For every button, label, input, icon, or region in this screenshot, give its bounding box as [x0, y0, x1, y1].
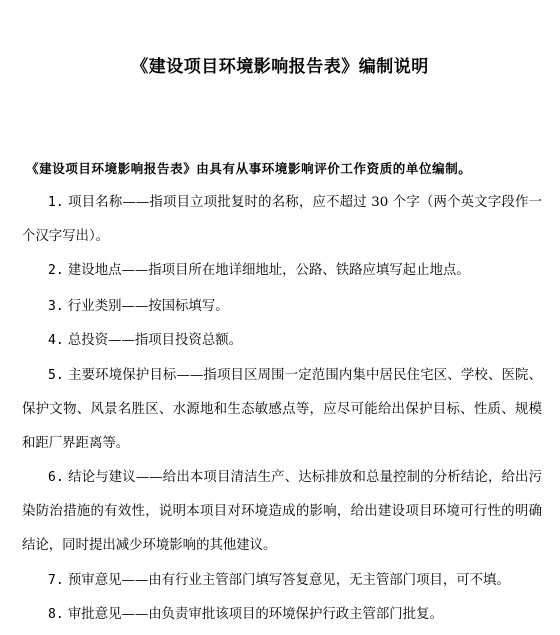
item-number: 7. [48, 573, 64, 588]
instruction-item-8 [22, 598, 542, 632]
item-text: 审批意见——由负责审批该项目的环境保护行政主管部门批复。 [67, 607, 443, 622]
instruction-item-2 [22, 254, 542, 288]
instruction-item-6 [22, 461, 542, 563]
item-text: 结论与建议——给出本项目清洁生产、达标排放和总量控制的分析结论，给出污染防治措施的有效性，说明本项目对环境造成的影响，给出建设项目环境可行性的明确结论，同时提出减少环境影响的其他建议。 [22, 470, 542, 553]
intro-paragraph: 《建设项目环境影响报告表》由具有从事环境影响评价工作资质的单位编制。 [26, 161, 472, 176]
item-text: 项目名称——指项目立项批复时的名称，应不超过 30 个字（两个英文字段作一个汉字写出）。 [22, 195, 542, 244]
instruction-item-4 [22, 324, 542, 358]
item-number: 3. [48, 299, 64, 314]
item-number: 8. [48, 607, 64, 622]
item-text: 主要环境保护目标——指项目区周围一定范围内集中居民住宅区、学校、医院、保护文物、风景名胜区、水源地和生态敏感点等，应尽可能给出保护目标、性质、规模和距厂界距离等。 [22, 368, 542, 451]
document-title: 《建设项目环境影响报告表》编制说明 [131, 57, 429, 77]
item-text: 行业类别——按国标填写。 [67, 299, 229, 314]
item-number: 4. [48, 333, 64, 348]
item-text: 预审意见——由有行业主管部门填写答复意见，无主管部门项目，可不填。 [67, 573, 510, 588]
item-number: 5. [48, 368, 64, 383]
instruction-item-3 [22, 290, 542, 324]
item-number: 1. [48, 195, 64, 210]
item-number: 2. [48, 263, 64, 278]
item-number: 6. [48, 470, 64, 485]
instruction-item-1 [22, 186, 542, 254]
instruction-item-5 [22, 359, 542, 461]
item-text: 总投资——指项目投资总额。 [67, 333, 242, 348]
instruction-item-7 [22, 564, 542, 598]
item-text: 建设地点——指项目所在地详细地址，公路、铁路应填写起止地点。 [67, 263, 470, 278]
